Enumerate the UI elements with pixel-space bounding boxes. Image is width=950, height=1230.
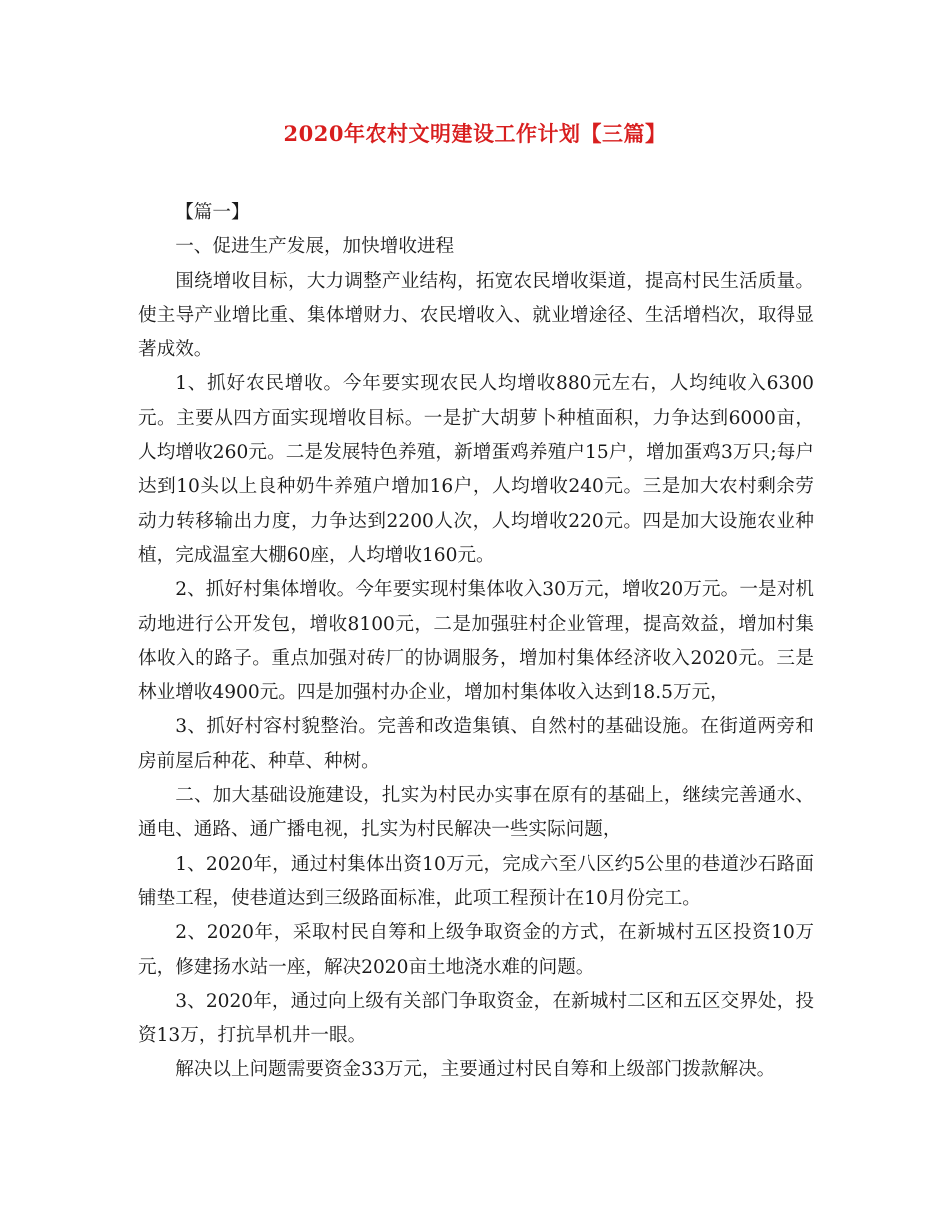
body-paragraph: 2、抓好村集体增收。今年要实现村集体收入30万元，增收20万元。一是对机动地进行公开发包，增收8100元，二是加强驻村企业管理，提高效益，增加村集体收入的路子。重点加强对砖厂的协调服务，增加村集体经济收入2020元。三是林业增收4900元。四是加强村办企业，增加村集体收入达到18.5万元，	[138, 579, 814, 704]
body-paragraph: 3、抓好村容村貌整治。完善和改造集镇、自然村的基础设施。在街道两旁和房前屋后种花、种草、种树。	[138, 716, 814, 772]
document-body	[138, 196, 814, 1088]
body-paragraph: 1、抓好农民增收。今年要实现农民人均增收880元左右，人均纯收入6300元。主要从四方面实现增收目标。一是扩大胡萝卜种植面积，力争达到6000亩，人均增收260元。二是发展特色养殖，新增蛋鸡养殖户15户，增加蛋鸡3万只;每户达到10头以上良种奶牛养殖户增加16户，人均增收240元。三是加大农村剩余劳动力转移输出力度，力争达到2200人次，人均增收220元。四是加大设施农业种植，完成温室大棚60座，人均增收160元。	[138, 373, 814, 566]
section-heading: 【篇一】	[175, 202, 250, 223]
body-paragraph: 2、2020年，采取村民自筹和上级争取资金的方式，在新城村五区投资10万元，修建扬水站一座，解决2020亩土地浇水难的问题。	[138, 922, 814, 978]
body-paragraph: 1、2020年，通过村集体出资10万元，完成六至八区约5公里的巷道沙石路面铺垫工程，使巷道达到三级路面标准，此项工程预计在10月份完工。	[138, 853, 814, 909]
body-paragraph: 3、2020年，通过向上级有关部门争取资金，在新城村二区和五区交界处，投资13万，打抗旱机井一眼。	[138, 990, 814, 1047]
chapter-heading: 一、促进生产发展，加快增收进程	[175, 236, 455, 258]
body-paragraph: 解决以上问题需要资金33万元，主要通过村民自筹和上级部门拨款解决。	[175, 1059, 776, 1081]
document-title: 2020年农村文明建设工作计划【三篇】	[283, 121, 667, 146]
chapter-heading: 二、加大基础设施建设，扎实为村民办实事在原有的基础上，继续完善通水、通电、通路、通广播电视，扎实为村民解决一些实际问题，	[138, 785, 814, 841]
body-paragraph: 围绕增收目标，大力调整产业结构，拓宽农民增收渠道，提高村民生活质量。使主导产业增比重、集体增财力、农民增收入、就业增途径、生活增档次，取得显著成效。	[138, 270, 814, 361]
